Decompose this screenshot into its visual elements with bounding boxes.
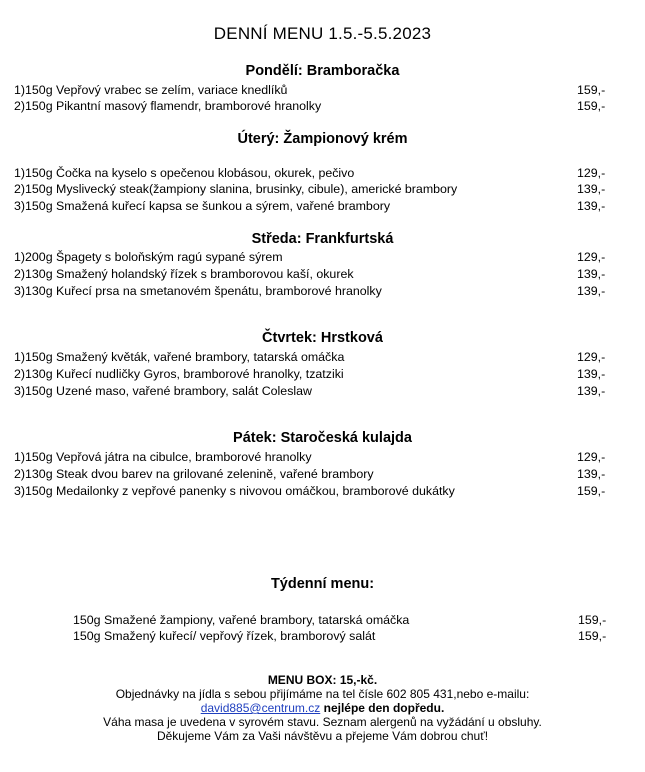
item-price: 139,- [577, 284, 606, 298]
menu-item [14, 83, 614, 98]
weight-note: Váha masa je uvedena v syrovém stavu. Seznam alergenů na vyžádání u obsluhy. [103, 715, 542, 729]
menu-title: DENNÍ MENU 1.5.-5.5.2023 [213, 24, 432, 43]
item-price: 159,- [578, 629, 607, 643]
menu-item [14, 384, 614, 399]
menu-item [14, 467, 614, 482]
weekly-menu-item [73, 629, 618, 644]
item-description: 2)150g Pikantní masový flamendr, bramborové hranolky [14, 99, 322, 113]
item-price: 139,- [577, 467, 606, 481]
day-heading-thursday: Čtvrtek: Hrstková [262, 330, 383, 346]
item-price: 129,- [577, 450, 606, 464]
menu-item [14, 484, 614, 499]
item-description: 2)130g Smažený holandský řízek s bramborovou kaší, okurek [14, 267, 354, 281]
menu-item [14, 250, 614, 265]
day-heading-friday: Pátek: Staročeská kulajda [233, 430, 412, 446]
email-line [0, 701, 645, 715]
day-heading-monday: Pondělí: Bramboračka [245, 63, 400, 79]
item-description: 3)150g Smažená kuřecí kapsa se šunkou a sýrem, vařené brambory [14, 199, 391, 213]
item-description: 1)150g Vepřová játra na cibulce, bramborové hranolky [14, 450, 312, 464]
item-description: 2)130g Kuřecí nudličky Gyros, bramborové hranolky, tzatziki [14, 367, 344, 381]
item-price: 129,- [577, 166, 606, 180]
item-description: 1)150g Smažený květák, vařené brambory, tatarská omáčka [14, 350, 345, 364]
item-price: 139,- [577, 199, 606, 213]
item-description: 2)130g Steak dvou barev na grilované zelenině, vařené brambory [14, 467, 374, 481]
menu-item [14, 182, 614, 197]
menu-item [14, 350, 614, 365]
footer [0, 673, 645, 743]
menu-item [14, 199, 614, 214]
menu-item [14, 450, 614, 465]
menu-box-price: MENU BOX: 15,-kč. [267, 673, 378, 687]
email-link[interactable]: david885@centrum.cz [200, 701, 321, 715]
item-description: 3)130g Kuřecí prsa na smetanovém špenátu, bramborové hranolky [14, 284, 382, 298]
menu-item [14, 99, 614, 114]
item-price: 159,- [577, 99, 606, 113]
day-heading-wednesday: Středa: Frankfurtská [251, 231, 394, 247]
day-heading-tuesday: Úterý: Žampionový krém [237, 131, 408, 147]
item-price: 159,- [577, 83, 606, 97]
menu-item [14, 267, 614, 282]
item-price: 139,- [577, 267, 606, 281]
item-price: 129,- [577, 350, 606, 364]
item-description: 150g Smažený kuřecí/ vepřový řízek, bramborový salát [73, 629, 376, 643]
item-description: 150g Smažené žampiony, vařené brambory, tatarská omáčka [73, 613, 410, 627]
menu-item [14, 284, 614, 299]
item-price: 139,- [577, 182, 606, 196]
menu-item [14, 166, 614, 181]
item-description: 1)150g Vepřový vrabec se zelím, variace knedlíků [14, 83, 288, 97]
item-description: 3)150g Medailonky z vepřové panenky s nivovou omáčkou, bramborové dukátky [14, 484, 455, 498]
weekly-menu-heading: Týdenní menu: [270, 576, 375, 592]
item-price: 139,- [577, 367, 606, 381]
item-description: 1)150g Čočka na kyselo s opečenou klobásou, okurek, pečivo [14, 166, 355, 180]
advance-note: nejlépe den dopředu. [323, 701, 445, 715]
item-price: 159,- [577, 484, 606, 498]
item-description: 1)200g Špagety s boloňským ragú sypané sýrem [14, 250, 283, 264]
item-price: 159,- [578, 613, 607, 627]
item-price: 139,- [577, 384, 606, 398]
item-price: 129,- [577, 250, 606, 264]
orders-info: Objednávky na jídla s sebou přijímáme na tel čísle 602 805 431,nebo e-mailu: [115, 687, 530, 701]
weekly-menu-item [73, 613, 618, 628]
item-description: 2)150g Myslivecký steak(žampiony slanina, brusinky, cibule), americké brambory [14, 182, 458, 196]
thanks-note: Děkujeme Vám za Vaši návštěvu a přejeme Vám dobrou chuť! [156, 729, 489, 743]
menu-item [14, 367, 614, 382]
item-description: 3)150g Uzené maso, vařené brambory, salát Coleslaw [14, 384, 312, 398]
